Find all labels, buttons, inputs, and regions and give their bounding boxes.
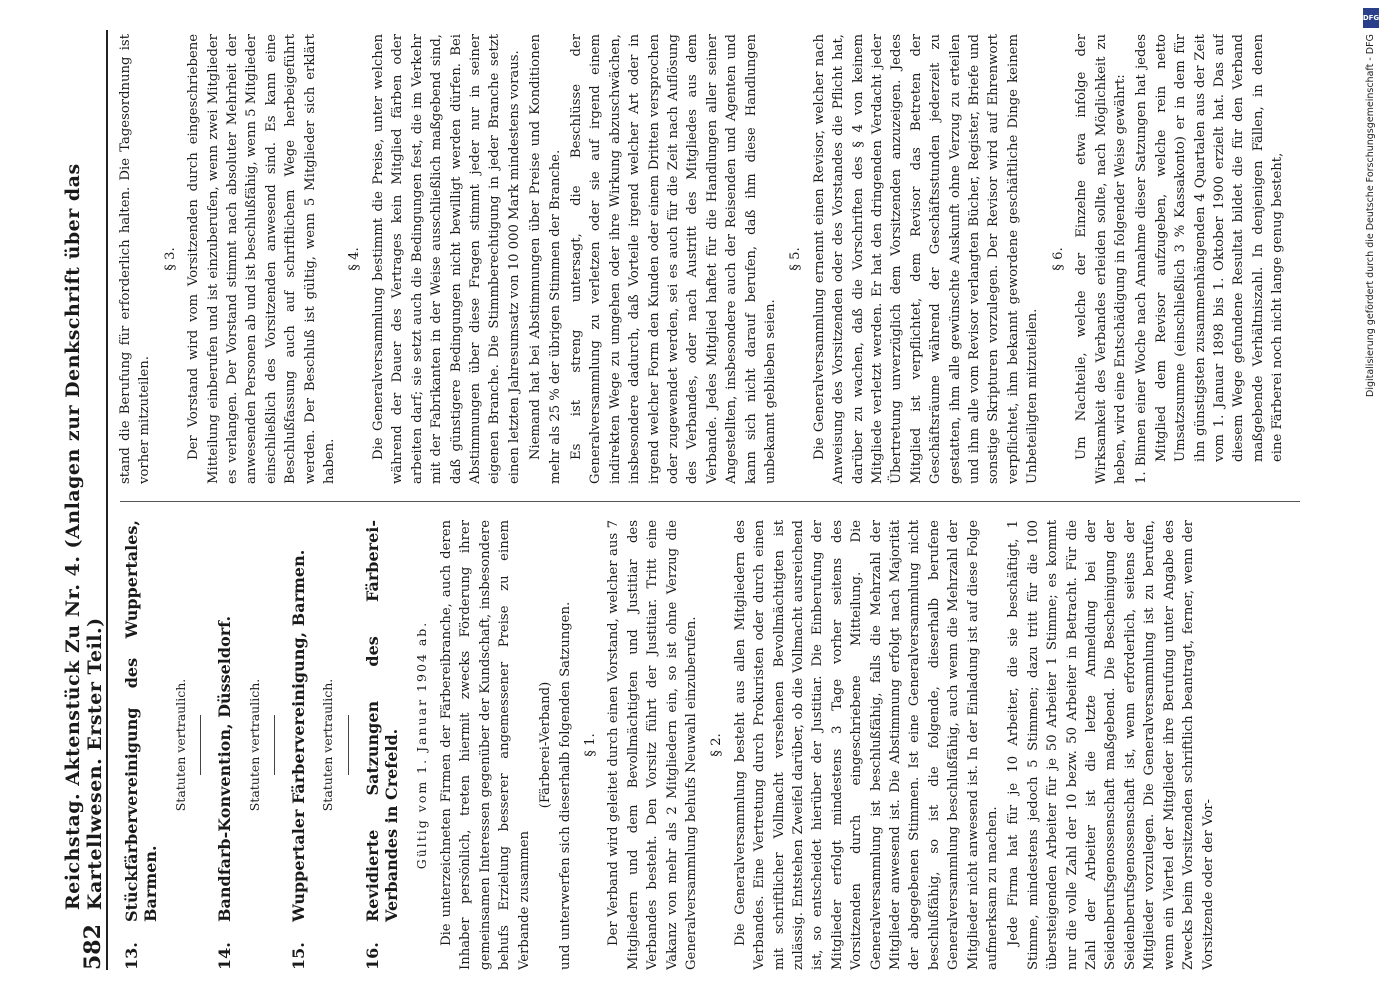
paragraph-2-text: Jede Firma hat für je 10 Arbeiter, die sie beschäftigt, 1 Stimme, mindestens jedoch 5 Stimmen; dazu tritt für die 100 übersteigenden Arbeiter für je 50 Arbeiter 1 Stimme; es kommt nur die volle Zahl der 10 bezw. 50 Arbeiter in Betracht. Für die Zahl der Arbeiter ist die letzte Anmeldung bei der Seidenberufsgenossenschaft maßgebend. Die Bescheinigung der Seidenberufsgenossenschaft ist, wenn erforderlich, seitens der Mitglieder vorzulegen. Die Generalversammlung ist zu berufen, wenn ein Viertel der Mitglieder ihre Berufung unter Angabe des Zwecks beim Vorsitzenden schriftlich beantragt, ferner, wenn der Vorsitzende oder der Vor- bbox=[1006, 520, 1216, 970]
paragraph-1-text: Der Verband wird geleitet durch einen Vorstand, welcher aus 7 Mitgliedern und dem Bevollmächtigten und Justitiar des Verbandes besteht. Den Vorsitz führt der Justitiar. Tritt eine Vakanz von mehr als 2 Mitgliedern ein, so ist ohne Verzug die Generalversammlung behufs Neuwahl einzuberufen. bbox=[606, 520, 699, 970]
section-13-note: Statuten vertraulich. bbox=[172, 678, 188, 812]
paragraph-3-heading: § 3. bbox=[162, 247, 178, 271]
intro-paragraph: Die unterzeichneten Firmen der Färbereibranche, auch deren Inhaber persönlich, treten hiermit zwecks Förderung ihrer gemeinsamen Interessen gegenüber der Kundschaft, insbesondere behufs Erzielung besserer angemessener Preise zu einem Verbande zusammen bbox=[439, 520, 532, 970]
section-16-heading bbox=[363, 520, 402, 970]
paragraph-4-text: Die Generalversammlung bestimmt die Preise, unter welchen während der Dauer des Vertrages kein Mitglied färben oder arbeiten darf; sie setzt auch die Bedingungen fest, die im Verkehr mit der Fabrikanten in der Weise ausschließlich maßgebend sind, daß günstigere Bedingungen nicht bewilligt werden dürfen. Bei Abstimmungen über diese Fragen stimmt jeder nur in seiner eigenen Branche. Die Stimmberechtigung in jeder Branche setzt einen letzten Jahresumsatz von 10 000 Mark mindestens voraus. bbox=[370, 34, 522, 484]
list-item: 1. Binnen einer Woche nach Annahme dieser Satzungen hat jedes Mitglied dem Revisor aufzugeben, welche rein netto Umsatzsumme (einschließlich 3 % Kassakonto) er in dem für ihn günstigsten zusammenhängenden 4 Quartalen aus der Zeit vom 1. Januar 1898 bis 1. Oktober 1900 erzielt hat. Das auf diesem Wege gefundene Resultat bildet die für den Verband maßgebende Verhältniszahl. In denjenigen Fällen, in denen eine Färberei noch nicht lange genug besteht, bbox=[1134, 34, 1286, 484]
intro-closing: und unterwerfen sich dieserhalb folgenden Satzungen. bbox=[557, 601, 573, 970]
validity-note: Gültig vom 1. Januar 1904 ab. bbox=[413, 620, 429, 870]
section-number: 16. bbox=[362, 942, 382, 970]
section-title: Revidierte Satzungen des Färberei-Verbandes in Crefeld. bbox=[362, 520, 402, 922]
section-title: Bandfarb-Konvention, Düsseldorf. bbox=[215, 615, 235, 922]
paragraph-3-text: Der Vorstand wird vom Vorsitzenden durch eingeschriebene Mitteilung einberufen und ist einzuberufen, wenn zwei Mitglieder es verlangen. Der Vorstand stimmt nach absoluter Mehrheit der anwesenden Personen ab und ist beschlußfähig, wenn 5 Mitglieder einschließlich des Vorsitzenden anwesend sind. Es kann eine Beschlußfassung auch auf schriftlichem Wege herbeigeführt werden. Der Beschluß ist gültig, wenn 5 Mitglieder sich erklärt haben. bbox=[186, 34, 338, 484]
continued-text: stand die Berufung für erforderlich halten. Die Tagesordnung ist vorher mitzuteilen. bbox=[118, 34, 153, 484]
right-column bbox=[116, 34, 1306, 484]
divider bbox=[274, 715, 275, 775]
section-15-note: Statuten vertraulich. bbox=[320, 678, 336, 812]
paragraph-5-heading: § 5. bbox=[788, 247, 804, 271]
section-13-heading bbox=[122, 520, 161, 970]
divider bbox=[200, 715, 201, 775]
section-title: Stückfärbervereinigung des Wuppertales, Barmen. bbox=[122, 520, 161, 922]
section-15-heading bbox=[289, 520, 308, 970]
section-number: 13. bbox=[122, 942, 141, 970]
paragraph-6-text: Um Nachteile, welche der Einzelne etwa infolge der Wirksamkeit des Verbandes erleiden sollte, nach Möglichkeit zu heben, wird eine Entschädigung in folgender Weise gewährt: bbox=[1074, 34, 1128, 484]
paragraph-1-heading: § 1. bbox=[582, 733, 598, 757]
section-14-heading bbox=[215, 520, 234, 970]
document-page bbox=[60, 30, 1320, 970]
divider bbox=[348, 715, 349, 775]
paragraph-4-text: Niemand hat bei Abstimmungen über Preise und Konditionen mehr als 25 % der übrigen Stimmen der Branche. bbox=[528, 34, 563, 484]
section-14-note: Statuten vertraulich. bbox=[246, 678, 262, 812]
paragraph-4-text: Es ist streng untersagt, die Beschlüsse der Generalversammlung zu verletzen oder sie auf irgend einem indirekten Wege zu umgehen oder ihre Wirkung abzuschwächen, insbesondere dadurch, daß Vorteile irgend welcher Art oder in irgend welcher Form den Kunden oder einem Dritten versprochen oder zugewendet werden, sei es auch für die Zeit nach Auflösung des Verbandes, oder nach Austritt des Mitgliedes aus dem Verbande. Jedes Mitglied haftet für die Handlungen aller seiner Angestellten, insbesondere auch der Reisenden und Agenten und kann sich nicht darauf berufen, daß ihm diese Handlungen unbekannt geblieben seien. bbox=[568, 34, 778, 484]
column-divider bbox=[120, 501, 1300, 502]
section-number: 14. bbox=[215, 942, 235, 970]
dfg-logo-icon bbox=[1363, 8, 1379, 28]
page-number: 582 bbox=[80, 924, 106, 970]
dfg-logo-text: DFG bbox=[1362, 14, 1380, 22]
paragraph-4-heading: § 4. bbox=[347, 247, 363, 271]
digitization-note: Digitalisierung gefördert durch die Deutsche Forschungsgemeinschaft - DFG bbox=[1365, 34, 1376, 397]
page-header bbox=[60, 30, 108, 970]
paragraph-2-heading: § 2. bbox=[709, 733, 725, 757]
paragraph-2-text: Die Generalversammlung besteht aus allen Mitgliedern des Verbandes. Eine Vertretung durch Prokuristen oder durch einen mit schriftlicher Vollmacht versehenen Bevollmächtigten ist zulässig. Entstehen Zweifel darüber, ob die Vollmacht ausreichend ist, so entscheidet hierüber der Justitiar. Die Einberufung der Mitglieder erfolgt mindestens 3 Tage vorher seitens des Vorsitzenden durch eingeschriebene Mitteilung. Die Generalversammlung ist beschlußfähig, falls die Mehrzahl der Mitglieder anwesend ist. Die Abstimmung erfolgt nach Majorität der abgegebenen Stimmen. Ist eine Generalversammlung nicht beschlußfähig, so ist die folgende, dieserhalb berufene Generalversammlung beschlußfähig, auch wenn die Mehrzahl der Mitglieder nicht anwesend ist. In der Einladung ist auf diese Folge aufmerksam zu machen. bbox=[732, 520, 1001, 970]
section-number: 15. bbox=[289, 942, 309, 970]
association-name: (Färberei-Verband) bbox=[538, 681, 554, 809]
left-column bbox=[116, 520, 1306, 970]
running-title: Reichstag. Aktenstück Zu Nr. 4. (Anlagen zur Denkschrift über das Kartellwesen. Erster Teil.) bbox=[62, 163, 106, 911]
section-title: Wuppertaler Färbervereinigung, Barmen. bbox=[289, 549, 309, 922]
paragraph-6-heading: § 6. bbox=[1050, 247, 1066, 271]
paragraph-5-text: Die Generalversammlung ernennt einen Revisor, welcher nach Anweisung des Vorsitzenden oder des Vorstandes die Pflicht hat, darüber zu wachen, daß die Vorschriften des § 4 von keinem Mitgliede verletzt werden. Er hat den dringenden Verdacht jeder Übertretung unverzüglich dem Vorsitzenden anzuzeigen. Jedes Mitglied ist verpflichtet, dem Revisor das Betreten der Geschäftsräume während der Geschäftsstunden jederzeit zu gestatten, ihm alle gewünschte Auskunft ohne Verzug zu erteilen und ihm alle vom Revisor verlangten Bücher, Register, Briefe und sonstige Skripturen vorzulegen. Der Revisor wird auf Ehrenwort verpflichtet, ihm bekannt gewordene geschäftliche Dinge keinem Unbeteiligten mitzuteilen. bbox=[811, 34, 1041, 484]
